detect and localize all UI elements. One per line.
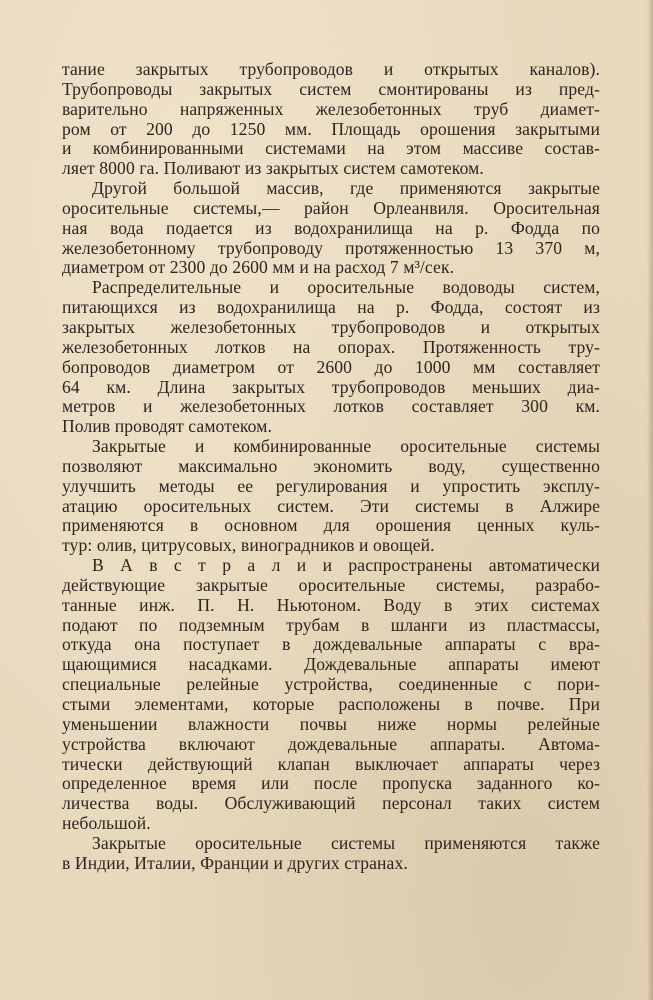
text-line: Распределительные и оросительные водоводы систем,: [92, 277, 600, 298]
text-line: ная вода подается из водохранилища на р. Фодда по: [62, 217, 600, 238]
text-line: Другой большой массив, где применяются закрытые: [92, 178, 600, 199]
text-line: железобетонному трубопроводу протяженностью 13 370 м,: [62, 237, 600, 258]
text-line: ром от 200 до 1250 мм. Площадь орошения закрытыми: [62, 118, 600, 139]
text-line: улучшить методы ее регулирования и упростить эксплу-: [62, 475, 600, 496]
text-line: атацию оросительных систем. Эти системы в Алжире: [62, 495, 600, 516]
text-line: откуда она поступает в дождевальные аппараты с вра-: [62, 634, 600, 655]
text-line: Закрытые и комбинированные оросительные системы: [92, 436, 600, 457]
text-line: небольшой.: [62, 813, 151, 834]
text-line: тур: олив, цитрусовых, виноградников и овощей.: [62, 535, 435, 556]
text-line: определенное время или после пропуска заданного ко-: [62, 773, 600, 794]
text-line: устройства включают дождевальные аппараты. Автома-: [62, 733, 600, 754]
text-line: питающихся из водохранилища на р. Фодда, состоят из: [62, 297, 600, 318]
text-line: уменьшении влажности почвы ниже нормы релейные: [62, 713, 600, 734]
text-line: бопроводов диаметром от 2600 до 1000 мм составляет: [62, 356, 600, 377]
text-line: и комбинированными системами на этом массиве состав-: [62, 138, 600, 159]
text-line: действующие закрытые оросительные системы, разрабо-: [62, 574, 600, 595]
text-line: диаметром от 2300 до 2600 мм и на расход 7 м³/сек.: [62, 257, 455, 278]
text-line: щающимися насадками. Дождевальные аппараты имеют: [62, 654, 600, 675]
text-line: стыми элементами, которые расположены в почве. При: [62, 694, 600, 714]
text-line: В А в с т р а л и и распространены автоматически: [92, 555, 600, 576]
text-line: ляет 8000 га. Поливают из закрытых систем самотеком.: [62, 158, 484, 179]
text-line: Трубопроводы закрытых систем смонтированы из пред-: [62, 78, 600, 99]
text-line: железобетонных лотков на опорах. Протяженность тру-: [62, 336, 600, 357]
text-line: тание закрытых трубопроводов и открытых каналов).: [62, 59, 600, 79]
text-line: Полив проводят самотеком.: [62, 416, 272, 437]
text-line: оросительные системы,— район Орлеанвиля. Оросительная: [62, 197, 600, 218]
text-line: позволяют максимально экономить воду, существенно: [62, 455, 600, 476]
page-edge-shadow: [647, 0, 653, 1000]
text-line: танные инж. П. Н. Ньютоном. Воду в этих системах: [62, 594, 600, 615]
text-line: Закрытые оросительные системы применяются также: [92, 832, 600, 853]
text-line: тически действующий клапан выключает аппараты через: [62, 753, 600, 774]
text-line: 64 км. Длина закрытых трубопроводов меньших диа-: [62, 376, 600, 397]
text-line: специальные релейные устройства, соединенные с пори-: [62, 674, 600, 695]
text-line: личества воды. Обслуживающий персонал таких систем: [62, 793, 600, 814]
text-line: закрытых железобетонных трубопроводов и открытых: [62, 316, 600, 337]
page-body-text: [62, 60, 600, 874]
text-line: в Индии, Италии, Франции и других странах.: [62, 852, 408, 873]
text-line: применяются в основном для орошения ценных куль-: [62, 515, 600, 536]
text-line: подают по подземным трубам в шланги из пластмассы,: [62, 614, 600, 635]
text-line: метров и железобетонных лотков составляет 300 км.: [62, 396, 600, 417]
text-line: варительно напряженных железобетонных труб диамет-: [62, 98, 600, 119]
